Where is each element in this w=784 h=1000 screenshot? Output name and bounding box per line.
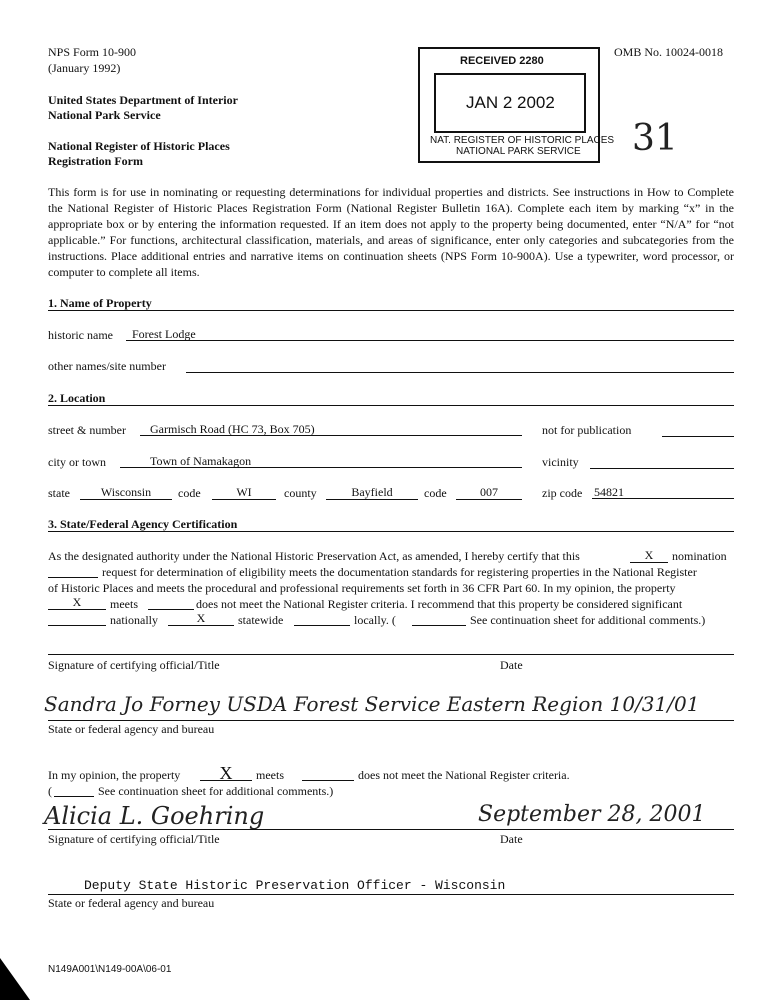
section1-heading: 1. Name of Property [48, 296, 152, 310]
stamp-received: RECEIVED 2280 [460, 55, 544, 67]
form-number: NPS Form 10-900 [48, 45, 137, 59]
city-label: city or town [48, 455, 106, 469]
cert-line3: of Historic Places and meets the procedural and professional requirements set forth in 36 CFR Part 60. In my opinion, the property [48, 581, 676, 595]
cert-line2: request for determination of eligibility meets the documentation standards for registering properties in the National Register [102, 565, 697, 579]
form-subtitle: Registration Form [48, 154, 143, 168]
dept-name: United States Department of Interior [48, 93, 238, 107]
locally-label: locally. ( [354, 613, 396, 627]
state-field[interactable]: Wisconsin [80, 485, 172, 500]
opinion-line-b: meets [256, 768, 284, 782]
county-code-field[interactable]: 007 [456, 485, 522, 500]
continuation-checkbox-2[interactable] [54, 782, 94, 797]
section3-heading: 3. State/Federal Agency Certification [48, 517, 238, 531]
opinion-line-c: does not meet the National Register criteria. [358, 768, 570, 782]
other-names-label: other names/site number [48, 359, 166, 373]
cert-line4-b: does not meet the National Register criteria. I recommend that this property be considered significant [196, 597, 683, 611]
continuation-checkbox-1[interactable] [412, 611, 466, 626]
locally-checkbox[interactable] [294, 611, 350, 626]
opinion-meets-checkbox[interactable]: X [200, 766, 252, 781]
opinion-continuation: See continuation sheet for additional comments.) [98, 784, 334, 798]
not-for-publication-field[interactable] [662, 422, 734, 437]
not-for-publication-label: not for publication [542, 423, 632, 437]
county-code-label: code [424, 486, 447, 500]
street-field[interactable]: Garmisch Road (HC 73, Box 705) [140, 422, 522, 436]
statewide-label: statewide [238, 613, 284, 627]
cert-line1-a: As the designated authority under the National Historic Preservation Act, as amended, I hereby certify that this [48, 549, 580, 563]
opinion-does-not-meet-checkbox[interactable] [302, 766, 354, 781]
deputy-officer-title: Deputy State Historic Preservation Officer - Wisconsin [84, 878, 506, 893]
nomination-checkbox[interactable]: X [630, 548, 668, 563]
does-not-meet-checkbox[interactable] [148, 595, 194, 610]
section2-heading: 2. Location [48, 391, 106, 405]
signature-2-date: September 28, 2001 [478, 802, 706, 827]
stamp-date-box [434, 73, 586, 133]
determination-checkbox[interactable] [48, 563, 98, 578]
corner-mark-icon [0, 958, 30, 1000]
sig-title-label-2: Signature of certifying official/Title [48, 832, 220, 846]
sig-title-label-1: Signature of certifying official/Title [48, 658, 220, 672]
county-field[interactable]: Bayfield [326, 485, 418, 500]
form-title: National Register of Historic Places [48, 139, 230, 153]
opinion-line-a: In my opinion, the property [48, 768, 181, 782]
vicinity-label: vicinity [542, 455, 579, 469]
city-field[interactable]: Town of Namakagon [120, 454, 522, 468]
cert-line1-b: nomination [672, 549, 727, 563]
intro-paragraph: This form is for use in nominating or requesting determinations for individual properties and districts. See instructions in How to Complete the National Register of Historic Places Registration Form (National Register Bulletin 16A). Complete each item by marking “x” in the appropriate box or by entering the information requested. If an item does not apply to the property being documented, enter “N/A” for “not applicable.” For functions, architectural classification, materials, and areas of significance, enter only categories and subcategories from the instructions. Place additional entries and narrative items on continuation sheets (NPS Form 10-900A). Use a typewriter, word processor, or computer to complete all items. [48, 185, 734, 279]
stamp-line1: NAT. REGISTER OF HISTORIC PLACES [430, 135, 615, 146]
opinion-paren: ( [48, 784, 52, 798]
nationally-checkbox[interactable] [48, 611, 106, 626]
street-label: street & number [48, 423, 126, 437]
historic-name-label: historic name [48, 328, 113, 342]
agency-label-1: State or federal agency and bureau [48, 722, 215, 736]
statewide-checkbox[interactable]: X [168, 611, 234, 626]
stamp-date: JAN 2 2002 [466, 93, 555, 112]
signature-2: Alicia L. Goehring [44, 802, 265, 830]
continuation-label-1: See continuation sheet for additional comments.) [470, 613, 706, 627]
received-stamp [418, 47, 615, 163]
date-label-2: Date [500, 832, 523, 846]
signature-1: Sandra Jo Forney USDA Forest Service Eastern Region 10/31/01 [44, 692, 700, 716]
vicinity-field[interactable] [590, 454, 734, 469]
historic-name-field[interactable]: Forest Lodge [126, 327, 734, 341]
stamp-line2: NATIONAL PARK SERVICE [456, 146, 581, 157]
form-date: (January 1992) [48, 61, 121, 75]
zip-label: zip code [542, 486, 583, 500]
agency-label-2: State or federal agency and bureau [48, 896, 215, 910]
other-names-field[interactable] [186, 358, 734, 373]
state-label: state [48, 486, 70, 500]
meets-checkbox[interactable]: X [48, 595, 106, 610]
agency-name: National Park Service [48, 108, 161, 122]
date-label-1: Date [500, 658, 523, 672]
zip-field[interactable]: 54821 [592, 485, 734, 499]
handwritten-number: 31 [632, 118, 678, 159]
state-code-field[interactable]: WI [212, 485, 276, 500]
omb-number: OMB No. 10024-0018 [614, 45, 724, 59]
state-code-label: code [178, 486, 201, 500]
county-label: county [284, 486, 317, 500]
footer-code: N149A001\N149-00A\06-01 [48, 964, 172, 975]
cert-line4-a: meets [110, 597, 138, 611]
nationally-label: nationally [110, 613, 158, 627]
